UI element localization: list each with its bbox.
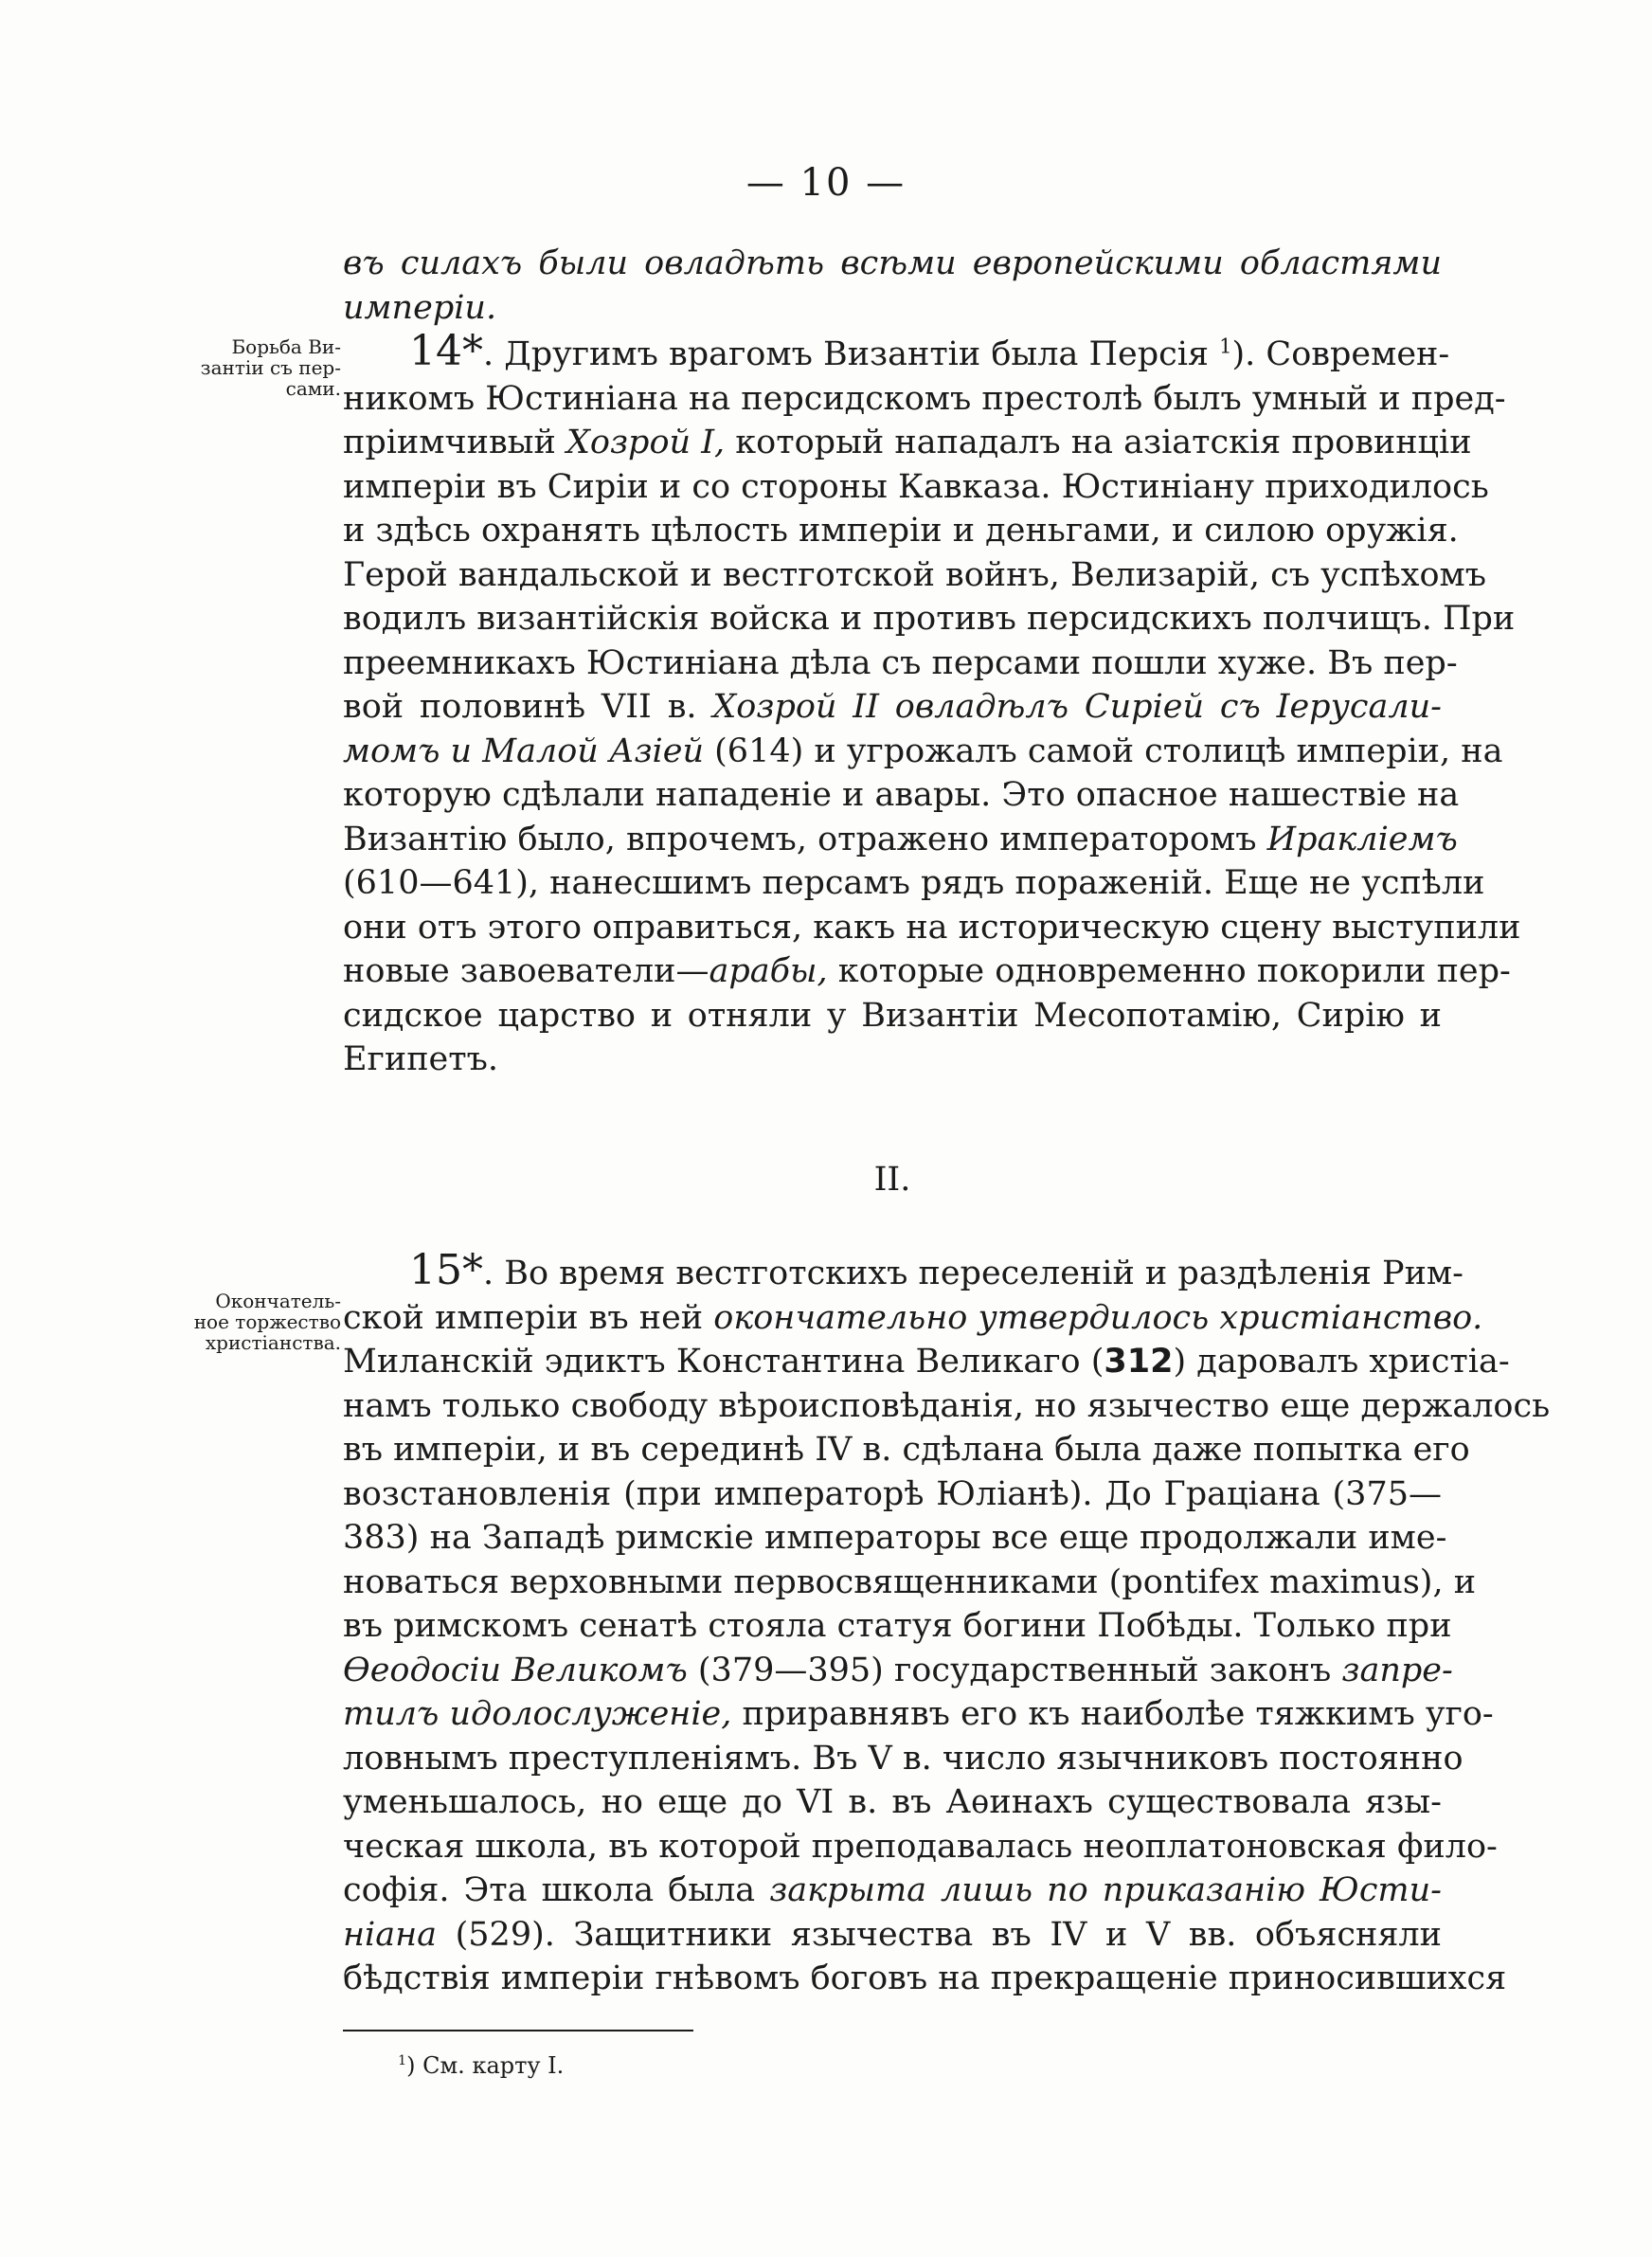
text-line <box>343 1825 1498 1869</box>
text-line <box>343 1038 1442 1082</box>
text-line <box>343 1246 1463 1296</box>
margin-note-line: христіанства. <box>205 1331 341 1354</box>
text-line <box>343 1869 1442 1913</box>
text-run: имперіи въ Сиріи и со стороны Кавказа. Юстиніану приходилось <box>343 467 1489 506</box>
text-run: ческая школа, въ которой преподавалась неоплатоновская фило- <box>343 1827 1498 1866</box>
text-run: Хозрой II овладѣлъ Сиріей съ Іерусали- <box>712 688 1442 726</box>
text-run: . Другимъ врагомъ Византіи была Персія <box>483 335 1220 373</box>
footnote <box>398 2052 564 2079</box>
text-run: арабы, <box>709 952 828 990</box>
text-run: ). Современ- <box>1231 335 1450 373</box>
text-line <box>343 1384 1551 1429</box>
text-line <box>343 1516 1447 1561</box>
text-line <box>343 286 1442 331</box>
text-run: ловнымъ преступленіямъ. Въ V в. число язычниковъ постоянно <box>343 1739 1463 1778</box>
text-run: закрыта лишь по приказанію Юсти- <box>769 1871 1442 1909</box>
footnote-ref: 1 <box>1219 334 1232 358</box>
text-line <box>343 1913 1442 1958</box>
margin-note-line: зантіи съ пер- <box>200 356 341 379</box>
text-run: преемникахъ Юстиніана дѣла съ персами пошли хуже. Въ пер- <box>343 643 1458 682</box>
text-run: который нападалъ на азіатскія провинціи <box>725 424 1472 461</box>
text-run: приравнявъ его къ наиболѣе тяжкимъ уго- <box>731 1695 1494 1733</box>
text-run: запре- <box>1341 1651 1453 1689</box>
text-run: никомъ Юстиніана на персидскомъ престолѣ былъ умный и пред- <box>343 379 1506 418</box>
text-run: новаться верховными первосвященниками (pontifex maximus), и <box>343 1562 1477 1601</box>
text-run: Византію было, впрочемъ, отражено императоромъ <box>343 820 1267 858</box>
text-line <box>343 773 1460 818</box>
margin-note-christianity <box>152 1291 341 1353</box>
text-line <box>343 1340 1510 1384</box>
text-line <box>343 994 1442 1038</box>
text-line <box>343 553 1487 598</box>
text-run: (529). Защитники язычества въ IV и V вв. объясняли <box>437 1915 1442 1954</box>
text-run: ской имперіи въ ней <box>343 1298 714 1337</box>
footnote-text: ) См. карту I. <box>406 2052 565 2079</box>
text-run: новые завоеватели— <box>343 952 709 990</box>
text-run: 383) на Западѣ римскіе императоры все еще продолжали име- <box>343 1519 1447 1557</box>
text-line <box>343 641 1458 686</box>
margin-note-line: сами. <box>285 377 341 400</box>
text-run: бѣдствія имперіи гнѣвомъ боговъ на прекращеніе приносившихся <box>343 1959 1507 1997</box>
text-run: въ римскомъ сенатѣ стояла статуя богини Побѣды. Только при <box>343 1607 1452 1645</box>
section-heading: II. <box>873 1161 911 1199</box>
text-run: (610—641), нанесшимъ персамъ рядъ пораженій. Еще не успѣли <box>343 864 1485 902</box>
text-line <box>343 421 1472 465</box>
text-line <box>343 1561 1477 1605</box>
text-line <box>343 1649 1453 1693</box>
text-run: Ѳеодосіи Великомъ <box>343 1651 688 1689</box>
text-line <box>343 597 1516 641</box>
text-line <box>343 1780 1442 1825</box>
text-run: Ираклiемъ <box>1266 820 1458 858</box>
text-line <box>343 377 1506 422</box>
text-run: Египетъ. <box>343 1040 499 1078</box>
text-run: окончательно утвердилось христіанство. <box>713 1298 1483 1337</box>
text-line <box>343 818 1458 862</box>
text-line <box>343 1737 1463 1781</box>
margin-note-line: Борьба Ви- <box>231 335 341 358</box>
text-run: Герой вандальской и вестготской войнъ, Велизарій, съ успѣхомъ <box>343 555 1487 594</box>
text-run: сидское царство и отняли у Византіи Месопотамію, Сирію и <box>343 996 1442 1035</box>
text-line <box>343 1296 1483 1341</box>
footnote-divider <box>343 2030 693 2031</box>
text-run: софія. Эта школа была <box>343 1871 770 1909</box>
text-run: возстановленія (при императорѣ Юліанѣ). До Граціана (375— <box>343 1474 1442 1513</box>
text-line <box>343 509 1459 553</box>
text-run: которую сдѣлали нападеніе и авары. Это опасное нашествіе на <box>343 776 1460 814</box>
text-run: вой половинѣ VII в. <box>343 688 713 726</box>
text-line <box>343 861 1485 906</box>
text-run: въ имперіи, и въ серединѣ IV в. сдѣлана была даже попытка его <box>343 1431 1470 1469</box>
margin-note-line: Окончатель- <box>215 1290 341 1312</box>
text-line <box>343 1604 1452 1649</box>
text-run: имперіи. <box>343 288 497 327</box>
text-run: они отъ этого оправиться, какъ на историческую сцену выступили <box>343 908 1521 947</box>
footnote-mark: 1 <box>398 2053 407 2068</box>
margin-note-line: ное торжество <box>193 1310 341 1333</box>
text-run: въ силахъ были овладѣть всѣми европейскими областями <box>343 244 1442 282</box>
paragraph-15 <box>343 1246 1551 2001</box>
paragraph-number: 15* <box>409 1246 483 1294</box>
text-line <box>343 1472 1442 1517</box>
text-run: Хозрой I, <box>566 424 726 461</box>
paragraph-14 <box>343 242 1521 1082</box>
text-run: (379—395) государственный законъ <box>687 1651 1342 1689</box>
text-run: (614) и угрожалъ самой столицѣ имперіи, на <box>704 731 1503 770</box>
page-number: — 10 — <box>745 161 907 205</box>
text-run: пріимчивый <box>343 424 566 461</box>
paragraph-number: 14* <box>409 327 483 375</box>
text-line <box>343 242 1442 286</box>
text-run: которые одновременно покорили пер- <box>827 952 1511 990</box>
text-run: ніана <box>343 1915 438 1954</box>
text-line <box>343 685 1442 730</box>
text-line <box>343 730 1503 774</box>
margin-note-persia <box>152 336 341 399</box>
text-line <box>343 1957 1507 2001</box>
text-run: . Во время вестготскихъ переселеній и раздѣленія Рим- <box>483 1255 1463 1292</box>
text-line <box>343 465 1489 510</box>
text-run: момъ и Малой Азіей <box>343 731 705 770</box>
text-run: намъ только свободу вѣроисповѣданія, но язычество еще держалось <box>343 1386 1551 1425</box>
text-line <box>343 1692 1494 1737</box>
text-run: уменьшалось, но еще до VI в. въ Аѳинахъ существовала язы- <box>343 1783 1442 1821</box>
text-run: и здѣсь охранять цѣлость имперіи и деньгами, и силою оружія. <box>343 512 1459 550</box>
text-line <box>343 906 1521 950</box>
text-run: тилъ идолослуженіе, <box>343 1695 732 1733</box>
text-line <box>343 949 1511 994</box>
text-run: ) даровалъ христіа- <box>1173 1343 1510 1381</box>
text-run: 312 <box>1104 1343 1174 1381</box>
text-run: Миланскій эдиктъ Константина Великаго ( <box>343 1343 1104 1381</box>
text-run: водилъ византійскія войска и противъ персидскихъ полчищъ. При <box>343 600 1516 638</box>
text-line <box>343 327 1450 377</box>
text-line <box>343 1428 1470 1472</box>
